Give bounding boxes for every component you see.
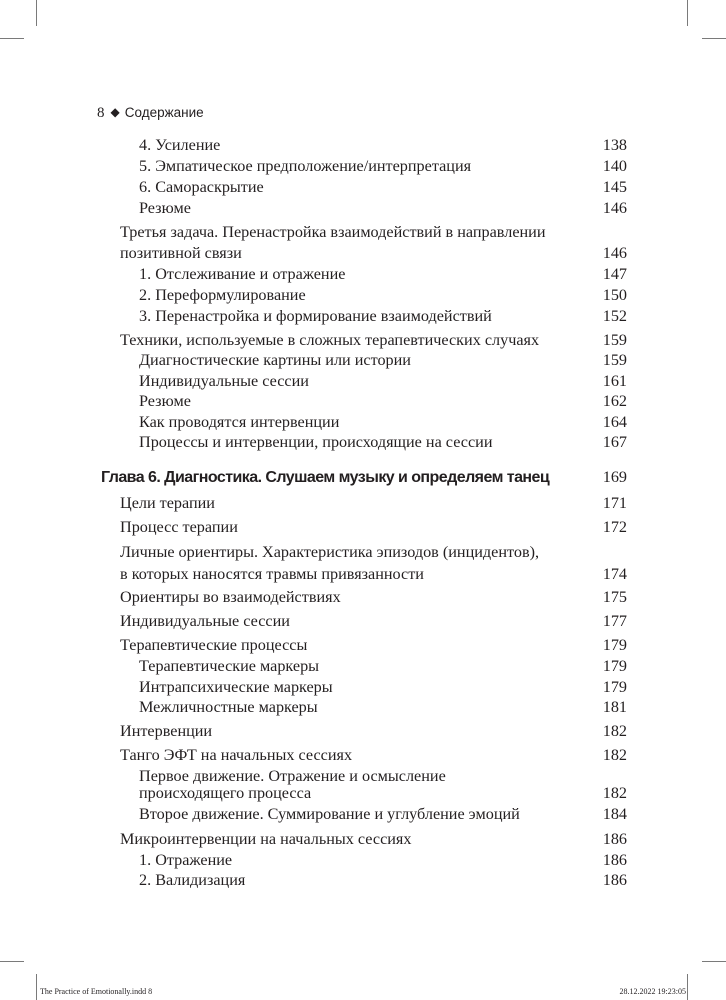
toc-entry	[139, 697, 627, 718]
toc-entry-title: Цели терапии	[120, 494, 215, 512]
diamond-icon: ◆	[110, 105, 120, 119]
toc-entry-title: Интервенции	[120, 722, 213, 740]
toc-entry-title: 3. Перенастройка и формирование взаимодействий	[139, 307, 492, 325]
toc-entry-page: 171	[602, 494, 627, 512]
toc-entry-title: Второе движение. Суммирование и углубление эмоций	[139, 805, 520, 823]
toc-entry-page: 162	[602, 392, 627, 410]
toc-entry	[139, 850, 627, 871]
toc-entry	[120, 493, 627, 514]
toc-entry-page: 179	[602, 678, 627, 696]
toc-entry	[120, 542, 627, 584]
toc-entry	[139, 156, 627, 177]
toc-entry-page: 161	[602, 372, 627, 390]
toc-entry-page: 182	[602, 722, 627, 740]
toc-entry-title: Диагностические картины или истории	[139, 351, 411, 369]
toc-entry-title: Индивидуальные сессии	[139, 372, 309, 390]
toc-entry	[139, 350, 627, 371]
toc-entry-page: 159	[602, 331, 627, 349]
toc-entry-title: Как проводятся интервенции	[139, 413, 340, 431]
toc-entry-title-continued: позитивной связи	[120, 244, 242, 262]
toc-entry-title: Терапевтические маркеры	[139, 657, 320, 675]
toc-entry	[120, 635, 627, 656]
toc-entry-page: 152	[602, 307, 627, 325]
toc-entry	[139, 412, 627, 433]
toc-entry-title: Техники, используемые в сложных терапевтических случаях	[120, 331, 540, 349]
toc-entry-title: Личные ориентиры. Характеристика эпизодов (инцидентов),	[120, 543, 540, 561]
toc-entry	[139, 656, 627, 677]
toc-entry-page: 179	[602, 636, 627, 654]
toc-entry-title: Интрапсихические маркеры	[139, 678, 333, 696]
toc-entry-page: 146	[602, 199, 627, 217]
toc-entry-title-continued: происходящего процесса	[139, 784, 312, 802]
toc-entry-page: 186	[602, 871, 627, 889]
toc-entry	[139, 391, 627, 412]
toc-entry	[139, 264, 627, 285]
header-title: Содержание	[124, 105, 204, 120]
toc-entry-title: Процессы и интервенции, происходящие на сессии	[139, 433, 493, 451]
toc-entry	[120, 517, 627, 538]
toc-entry-title: 4. Усиление	[139, 136, 221, 154]
toc-entry-title: 5. Эмпатическое предположение/интерпретация	[139, 157, 472, 175]
toc-chapter-entry	[101, 467, 627, 488]
toc-entry	[139, 177, 627, 198]
toc-entry-title: Процесс терапии	[120, 518, 238, 536]
toc-entry	[139, 677, 627, 698]
toc-entry-page: 182	[602, 746, 627, 764]
toc-entry-title: 2. Переформулирование	[139, 286, 306, 304]
toc-entry-page: 167	[602, 433, 627, 451]
toc-entry	[120, 721, 627, 742]
toc-entry-title-continued: в которых наносятся травмы привязанности	[120, 565, 424, 583]
toc-entry-title: Третья задача. Перенастройка взаимодействий в направлении	[120, 223, 546, 241]
toc-entry-page: 150	[602, 286, 627, 304]
toc-entry	[139, 198, 627, 219]
toc-entry	[120, 745, 627, 766]
toc-entry-page: 172	[602, 518, 627, 536]
toc-entry-page: 179	[602, 657, 627, 675]
toc-entry-page: 140	[602, 157, 627, 175]
toc-entry	[120, 222, 627, 264]
toc-entry-page: 186	[602, 851, 627, 869]
toc-entry-page: 182	[602, 784, 627, 802]
toc-entry-title: Межличностные маркеры	[139, 698, 318, 716]
page-number: 8	[97, 105, 105, 121]
toc-entry-title: 1. Отслеживание и отражение	[139, 265, 346, 283]
print-slug-right: 28.12.2022 19:23:05	[619, 987, 686, 996]
toc-entry	[139, 804, 627, 825]
toc-entry	[139, 766, 627, 804]
toc-entry-page: 147	[602, 265, 627, 283]
toc-entry-page: 186	[602, 830, 627, 848]
toc-entry-title: Танго ЭФТ на начальных сессиях	[120, 746, 353, 764]
toc-entry	[139, 371, 627, 392]
toc-entry	[139, 870, 627, 891]
toc-chapter-title: Глава 6. Диагностика. Слушаем музыку и определяем танец	[101, 469, 550, 486]
toc-entry-title: Первое движение. Отражение и осмысление	[139, 767, 446, 785]
toc-entry-title: 6. Самораскрытие	[139, 178, 264, 196]
toc-entry-title: 1. Отражение	[139, 851, 233, 869]
toc-entry-title: 2. Валидизация	[139, 871, 246, 889]
print-slug-left: The Practice of Emotionally.indd 8	[40, 987, 153, 996]
toc-entry-page: 181	[602, 698, 627, 716]
toc-entry	[139, 285, 627, 306]
toc-entry-page: 169	[602, 468, 627, 486]
toc-entry-page: 159	[602, 351, 627, 369]
toc-entry	[139, 135, 627, 156]
toc-entry-page: 164	[602, 413, 627, 431]
toc-entry-title: Ориентиры во взаимодействиях	[120, 588, 341, 606]
toc-entry-page: 184	[602, 805, 627, 823]
toc-entry-page: 175	[602, 588, 627, 606]
toc-entry	[120, 611, 627, 632]
toc-entry	[120, 829, 627, 850]
toc-entry-page: 145	[602, 178, 627, 196]
toc-entry-title: Резюме	[139, 199, 191, 217]
toc-entry	[139, 432, 627, 453]
toc-entry-title: Микроинтервенции на начальных сессиях	[120, 830, 412, 848]
toc-entry	[139, 306, 627, 327]
toc-entry-page: 138	[602, 136, 627, 154]
toc-entry	[120, 587, 627, 608]
toc-entry	[120, 330, 627, 351]
toc-entry-title: Резюме	[139, 392, 191, 410]
toc-entry-page: 174	[602, 565, 627, 583]
toc-entry-title: Терапевтические процессы	[120, 636, 308, 654]
toc-entry-page: 177	[602, 612, 627, 630]
toc-entry-title: Индивидуальные сессии	[120, 612, 290, 630]
toc-entry-page: 146	[602, 244, 627, 262]
